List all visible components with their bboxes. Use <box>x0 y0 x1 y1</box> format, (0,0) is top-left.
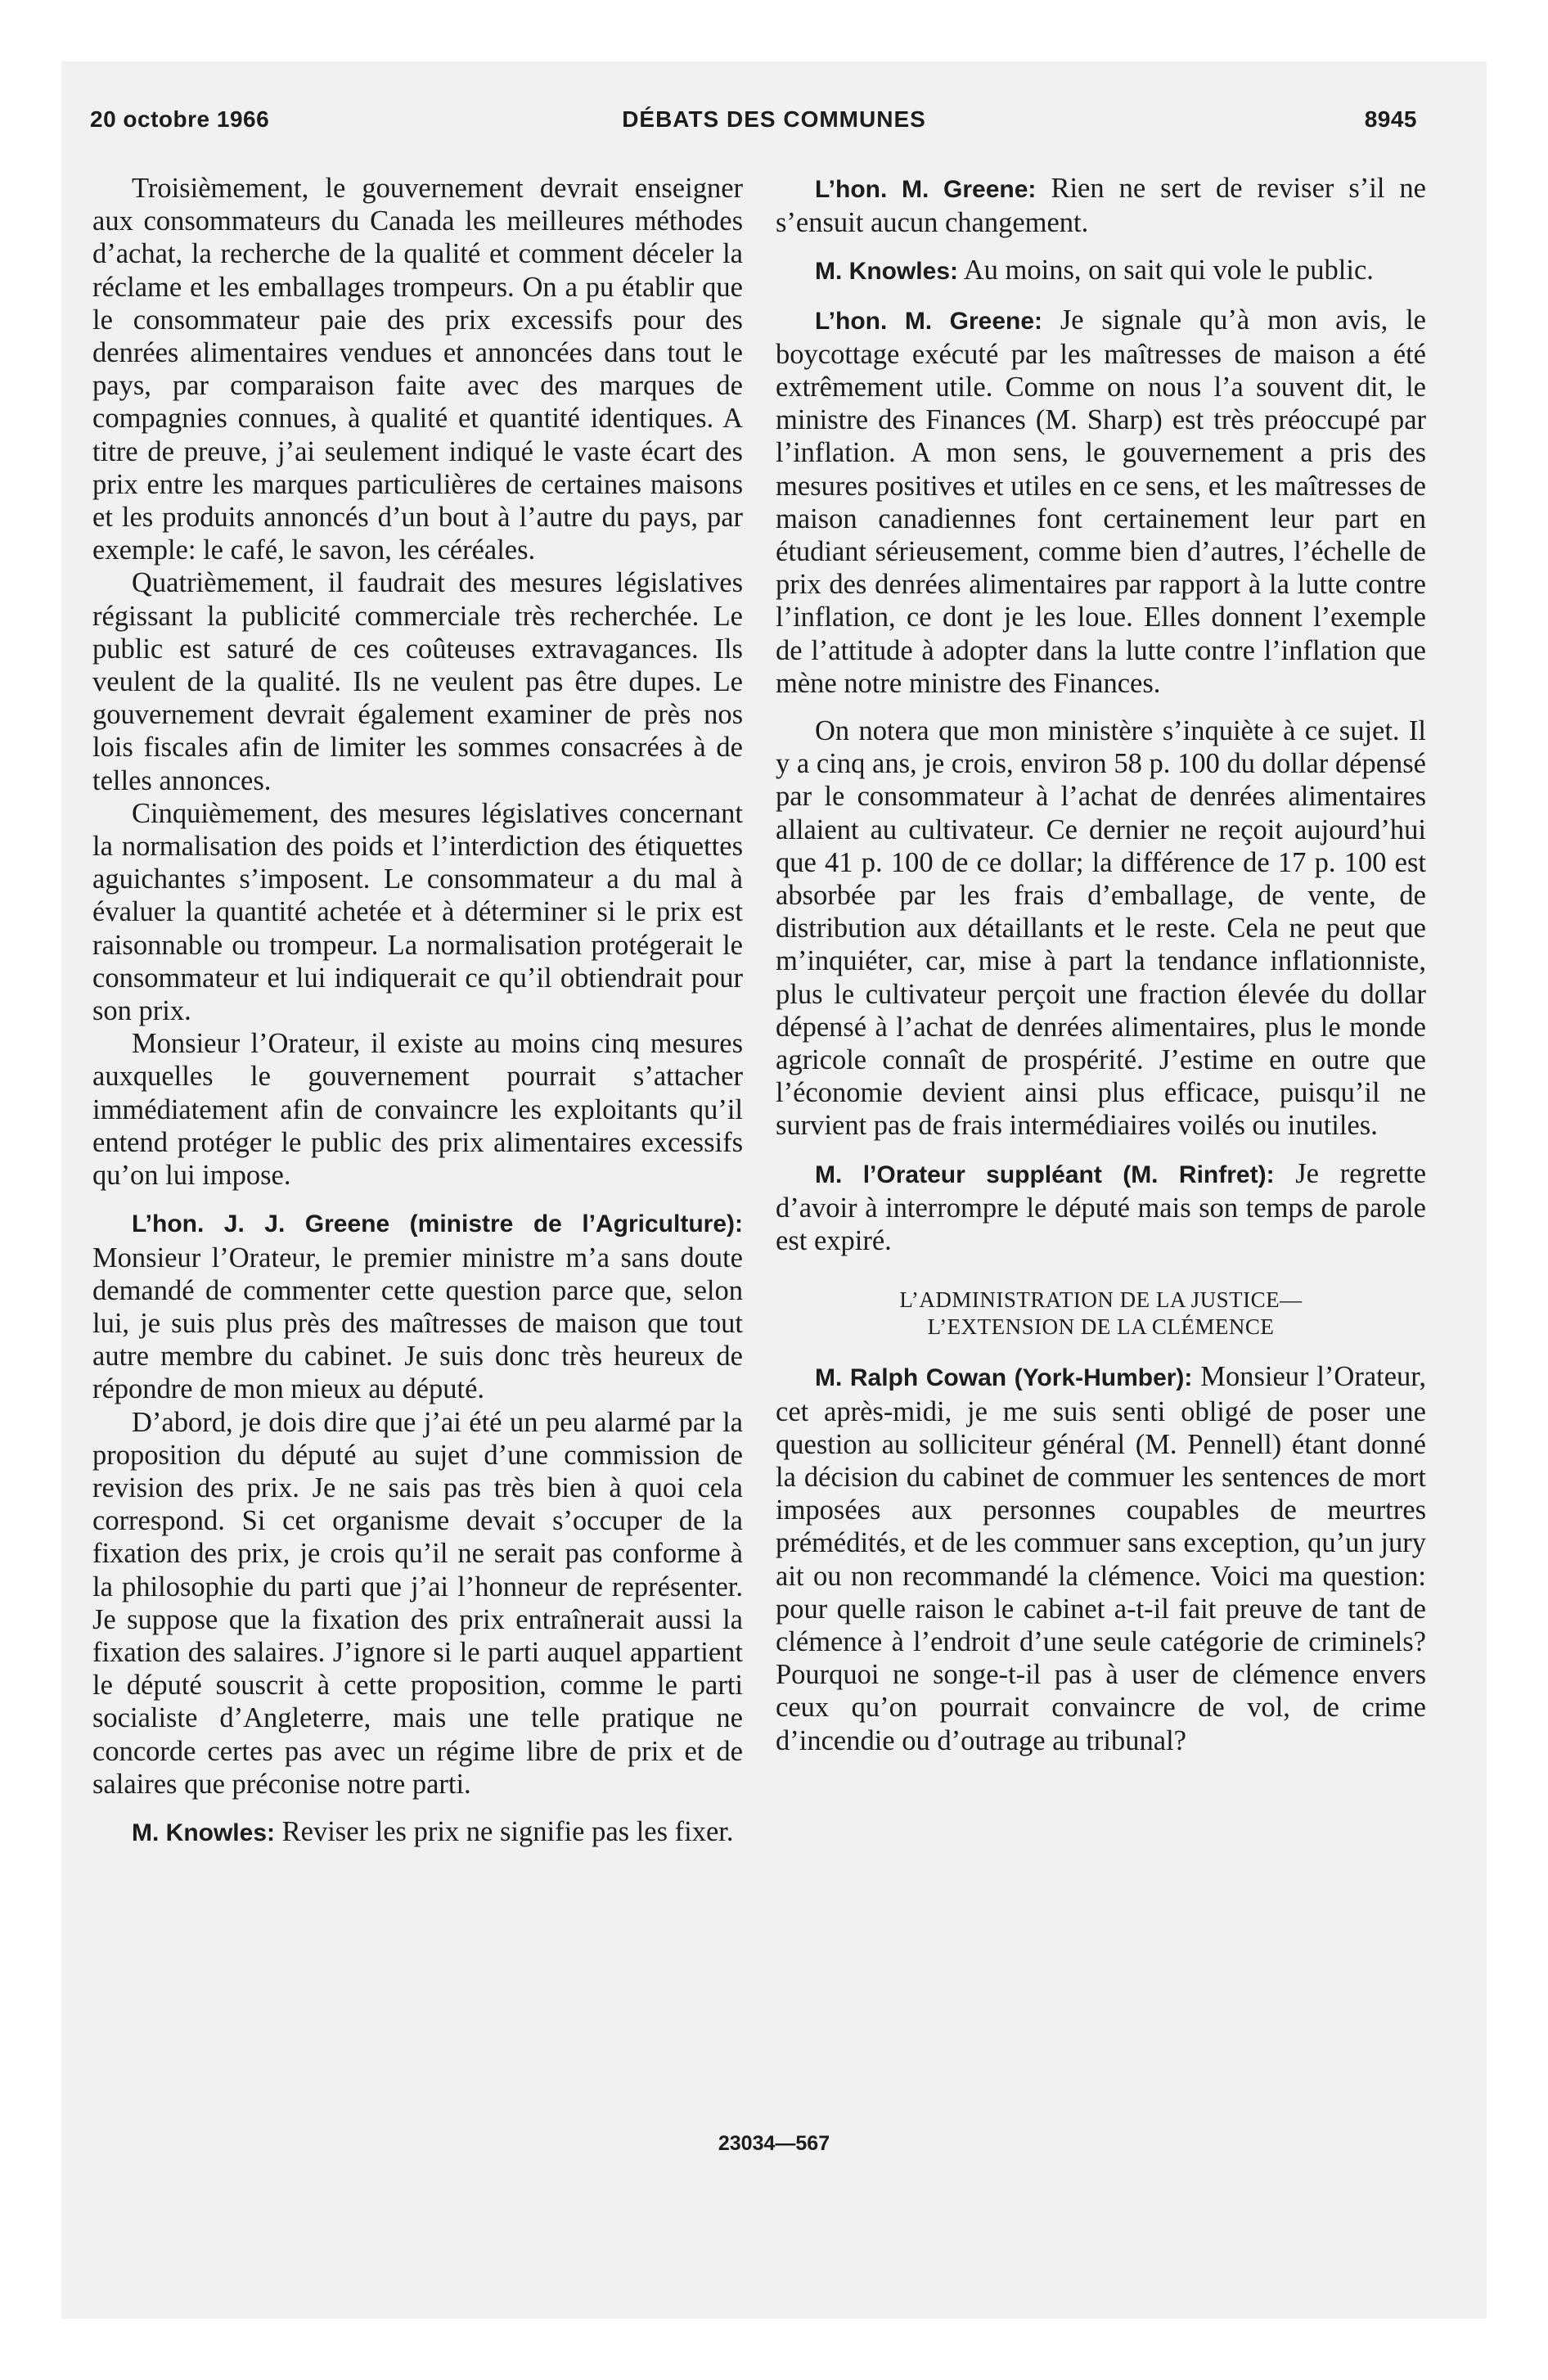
paragraph: Monsieur l’Orateur, il existe au moins cinq mesures auxquelles le gouvernement pourrait s’attacher immédiatement afin de convaincre les exploitants qu’il entend protéger le public des prix alimentaires excessifs qu’on lui impose. <box>92 1028 743 1192</box>
right-column <box>776 172 1426 1757</box>
page-footer-code: 23034—567 <box>718 2132 830 2155</box>
speaker-name: L’hon. M. Greene: <box>815 176 1037 203</box>
paragraph: L’hon. M. Greene: Je signale qu’à mon avis, le boycottage exécuté par les maîtresses de maison a été extrêmement utile. Comme on nous l’a souvent dit, le ministre des Finances (M. Sharp) est très préoccupé par l’inflation. A mon sens, le gouvernement a pris des mesures positives et utiles en ce sens, et les maîtresses de maison canadiennes font certainement leur part en étudiant sérieusement, comme bien d’autres, l’échelle de prix des denrées alimentaires par rapport à la lutte contre l’inflation, ce dont je les loue. Elles donnent l’exemple de l’attitude à adopter dans la lutte contre l’inflation que mène notre ministre des Finances. <box>776 304 1426 699</box>
paragraph: L’hon. J. J. Greene (ministre de l’Agriculture): Monsieur l’Orateur, le premier ministre m’a sans doute demandé de commenter cette question parce que, selon lui, je suis plus près des maîtresses de maison que tout autre membre du cabinet. Je suis donc très heureux de répondre de mon mieux au député. <box>92 1210 743 1405</box>
section-heading-line: L’EXTENSION DE LA CLÉMENCE <box>927 1314 1275 1340</box>
header-title: DÉBATS DES COMMUNES <box>622 106 926 132</box>
running-header <box>0 106 1548 142</box>
speaker-name: M. Knowles: <box>132 1819 276 1846</box>
paragraph: M. Knowles: Au moins, on sait qui vole le public. <box>815 255 1374 286</box>
paragraph: D’abord, je dois dire que j’ai été un peu alarmé par la proposition du député au sujet d’une commission de revision des prix. Je ne sais pas très bien à quoi cela correspond. Si cet organisme devait s’occuper de la fixation des prix, je crois qu’il ne serait pas conforme à la philosophie du parti que j’ai l’honneur de représenter. Je suppose que la fixation des prix entraînerait aussi la fixation des salaires. J’ignore si le parti auquel appartient le député souscrit à cette proposition, comme le parti socialiste d’Angleterre, mais une telle pratique ne concorde certes pas avec un régime libre de prix et de salaires que préconise notre parti. <box>92 1406 743 1800</box>
section-heading-line: L’ADMINISTRATION DE LA JUSTICE— <box>899 1287 1303 1313</box>
page-number: 8945 <box>1364 106 1417 132</box>
paragraph: On notera que mon ministère s’inquiète à ce sujet. Il y a cinq ans, je crois, environ 58 p. 100 du dollar dépensé par le consommateur à l’achat de denrées alimentaires allaient au cultivateur. Ce dernier ne reçoit aujourd’hui que 41 p. 100 de ce dollar; la différence de 17 p. 100 est absorbée par les frais d’emballage, de vente, de distribution aux détaillants et le reste. Cela ne peut que m’inquiéter, car, mise à part la tendance inflationniste, plus le cultivateur perçoit une fraction élevée du dollar dépensé à l’achat de denrées alimentaires, plus le monde agricole connaît de prospérité. J’estime en outre que l’économie devient ainsi plus efficace, puisqu’il ne survient pas de frais intermédiaires voilés ou inutiles. <box>776 715 1426 1142</box>
speaker-name: L’hon. J. J. Greene (ministre de l’Agriculture): <box>132 1210 743 1238</box>
left-column <box>92 172 743 1850</box>
speaker-name: M. l’Orateur suppléant (M. Rinfret): <box>815 1161 1275 1188</box>
paragraph: M. l’Orateur suppléant (M. Rinfret): Je regrette d’avoir à interrompre le député mais son temps de parole est expiré. <box>776 1157 1427 1257</box>
speaker-name: L’hon. M. Greene: <box>815 307 1043 335</box>
speaker-name: M. Ralph Cowan (York-Humber): <box>815 1364 1193 1392</box>
paragraph: Quatrièmement, il faudrait des mesures législatives régissant la publicité commerciale très recherchée. Le public est saturé de ces coûteuses extravagances. Ils veulent de la qualité. Ils ne veulent pas être dupes. Le gouvernement devrait également examiner de près nos lois fiscales afin de limiter les sommes consacrées à de telles annonces. <box>92 567 743 796</box>
speaker-name: M. Knowles: <box>815 258 959 286</box>
paragraph: M. Knowles: Reviser les prix ne signifie pas les fixer. <box>132 1815 734 1847</box>
paragraph: Cinquièmement, des mesures législatives concernant la normalisation des poids et l’interdiction des étiquettes aguichantes s’imposent. Le consommateur a du mal à évaluer la quantité achetée et à déterminer si le prix est raisonnable ou trompeur. La normalisation protégerait le consommateur et lui indiquerait ce qu’il obtiendrait pour son prix. <box>92 797 743 1027</box>
paragraph: L’hon. M. Greene: Rien ne sert de reviser s’il ne s’ensuit aucun changement. <box>776 173 1426 239</box>
paragraph: M. Ralph Cowan (York-Humber): Monsieur l’Orateur, cet après-midi, je me suis senti obligé de poser une question au solliciteur général (M. Pennell) étant donné la décision du cabinet de commuer les sentences de mort imposées aux personnes coupables de meurtres prémédités, et de les commuer sans exception, qu’un jury ait ou non recommandé la clémence. Voici ma question: pour quelle raison le cabinet a-t-il fait preuve de tant de clémence à l’endroit d’une seule catégorie de criminels? Pourquoi ne songe-t-il pas à user de clémence envers ceux qu’on pourrait convaincre de vol, de crime d’incendie ou d’outrage au tribunal? <box>776 1361 1427 1756</box>
paragraph: Troisièmement, le gouvernement devrait enseigner aux consommateurs du Canada les meilleures méthodes d’achat, la recherche de la qualité et comment déceler la réclame et les emballages trompeurs. On a pu établir que le consommateur paie des prix excessifs pour des denrées alimentaires vendues et annoncées dans tout le pays, par comparaison faite avec des marques de compagnies connues, à qualité et quantité identiques. A titre de preuve, j’ai seulement indiqué le vaste écart des prix entre les marques particulières de certaines maisons et les produits annoncés d’un bout à l’autre du pays, par exemple: le café, le savon, les céréales. <box>92 173 743 566</box>
section-heading <box>776 1287 1426 1341</box>
header-date: 20 octobre 1966 <box>90 106 270 132</box>
